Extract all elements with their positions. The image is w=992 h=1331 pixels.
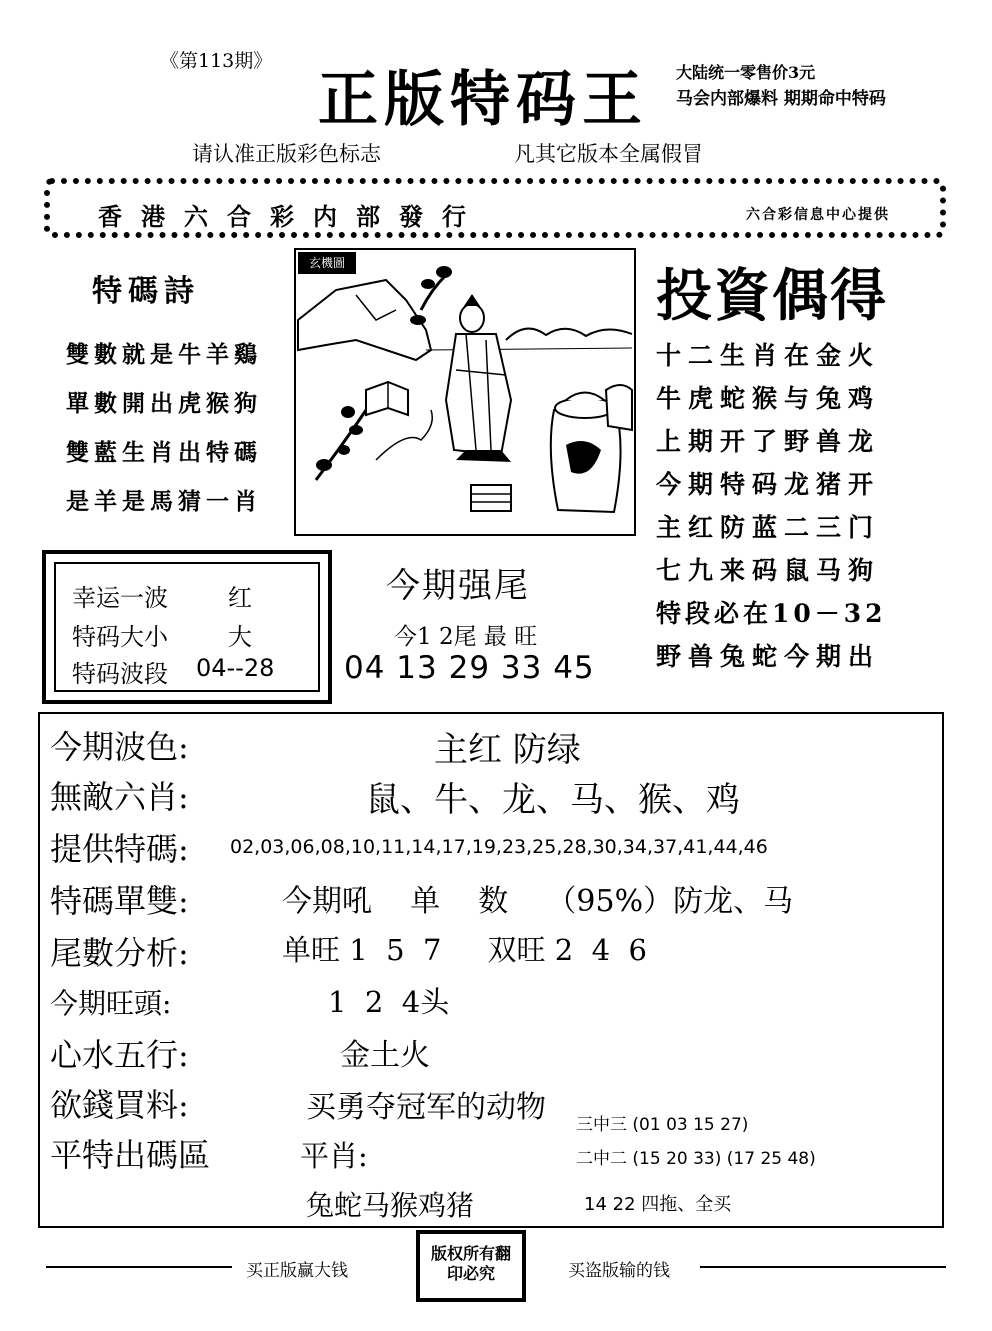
luck-label: 幸运一波 xyxy=(72,584,168,612)
picture-label: 玄機圖 xyxy=(298,252,356,274)
footer-right-text: 买盗版输的钱 xyxy=(568,1261,670,1281)
row-label: 提供特碼: xyxy=(50,830,189,868)
footer-left-text: 买正版赢大钱 xyxy=(246,1261,348,1281)
row-value: 买勇夺冠军的动物 xyxy=(306,1090,546,1125)
combo-drag: 14 22 四拖、全买 xyxy=(584,1194,732,1215)
price-note: 大陆统一零售价3元 xyxy=(676,63,816,82)
row-value: 鼠、牛、龙、马、猴、鸡 xyxy=(366,780,740,820)
row-label: 無敵六肖: xyxy=(50,778,189,816)
headline-line: 主红防蓝二三门 xyxy=(656,513,881,542)
footer-rule-left xyxy=(46,1266,232,1268)
luck-value: 04--28 xyxy=(196,654,275,682)
headline-line: 今期特码龙猪开 xyxy=(656,470,881,499)
luck-value: 红 xyxy=(228,584,252,612)
footer-rule-right xyxy=(700,1266,946,1268)
headline-line: 十二生肖在金火 xyxy=(656,341,881,370)
luck-value: 大 xyxy=(228,623,252,651)
headline-title: 投資偶得 xyxy=(656,263,888,329)
notice-left: 请认准正版彩色标志 xyxy=(192,142,381,166)
notice-right: 凡其它版本全属假冒 xyxy=(514,142,703,166)
row-label: 今期旺頭: xyxy=(50,987,172,1020)
row-value: 1 2 4头 xyxy=(328,985,450,1019)
row-value: 平肖: xyxy=(300,1139,368,1173)
row-label: 尾數分析: xyxy=(50,934,189,972)
riddle-illustration xyxy=(296,250,634,534)
tagline: 马会内部爆料 期期命中特码 xyxy=(676,89,886,109)
poem-title: 特碼詩 xyxy=(92,274,200,309)
row-value: 主红 防绿 xyxy=(434,730,581,770)
copyright-text: 版权所有翻印必究 xyxy=(430,1244,511,1283)
banner-main-text: 香港六合彩内部發行 xyxy=(98,202,485,231)
headline-line: 特段必在10－32 xyxy=(656,599,887,628)
row-label: 心水五行: xyxy=(50,1036,189,1074)
poem-line: 是羊是馬猜一肖 xyxy=(66,488,262,515)
combo-three: 三中三 (01 03 15 27) xyxy=(576,1115,749,1135)
poem-line: 單數開出虎猴狗 xyxy=(66,390,262,417)
luck-label: 特码波段 xyxy=(72,660,168,688)
issue-number: 《第113期》 xyxy=(160,50,273,72)
headline-line: 七九来码鼠马狗 xyxy=(656,556,881,585)
strong-tail-subtitle: 今1 2尾 最 旺 xyxy=(394,624,538,650)
headline-line: 野兽兔蛇今期出 xyxy=(656,642,881,671)
row-label: 今期波色: xyxy=(50,728,189,766)
strong-tail-title: 今期强尾 xyxy=(386,566,530,606)
poem-line: 雙數就是牛羊鷄 xyxy=(66,341,262,368)
row-label: 特碼單雙: xyxy=(50,882,189,920)
row-label: 平特出碼區 xyxy=(50,1136,211,1174)
riddle-picture xyxy=(294,248,636,536)
poem-line: 雙藍生肖出特碼 xyxy=(66,439,262,466)
strong-tail-numbers: 04 13 29 33 45 xyxy=(344,650,595,686)
row-value: 金土火 xyxy=(340,1038,430,1073)
zodiac-list: 兔蛇马猴鸡猪 xyxy=(306,1189,475,1222)
luck-label: 特码大小 xyxy=(72,623,168,651)
row-value: 02,03,06,08,10,11,14,17,19,23,25,28,30,34,37,41,44,46 xyxy=(230,836,768,858)
page-title: 正版特码王 xyxy=(318,65,648,135)
row-label: 欲錢買料: xyxy=(50,1086,189,1124)
row-value: 今期吼 单 数 （95%）防龙、马 xyxy=(282,884,794,919)
row-value: 单旺 1 5 7 双旺 2 4 6 xyxy=(282,933,647,967)
banner-side-text: 六合彩信息中心提供 xyxy=(746,207,890,223)
headline-line: 牛虎蛇猴与兔鸡 xyxy=(656,384,881,413)
combo-two: 二中二 (15 20 33) (17 25 48) xyxy=(576,1149,816,1169)
headline-line: 上期开了野兽龙 xyxy=(656,427,881,456)
